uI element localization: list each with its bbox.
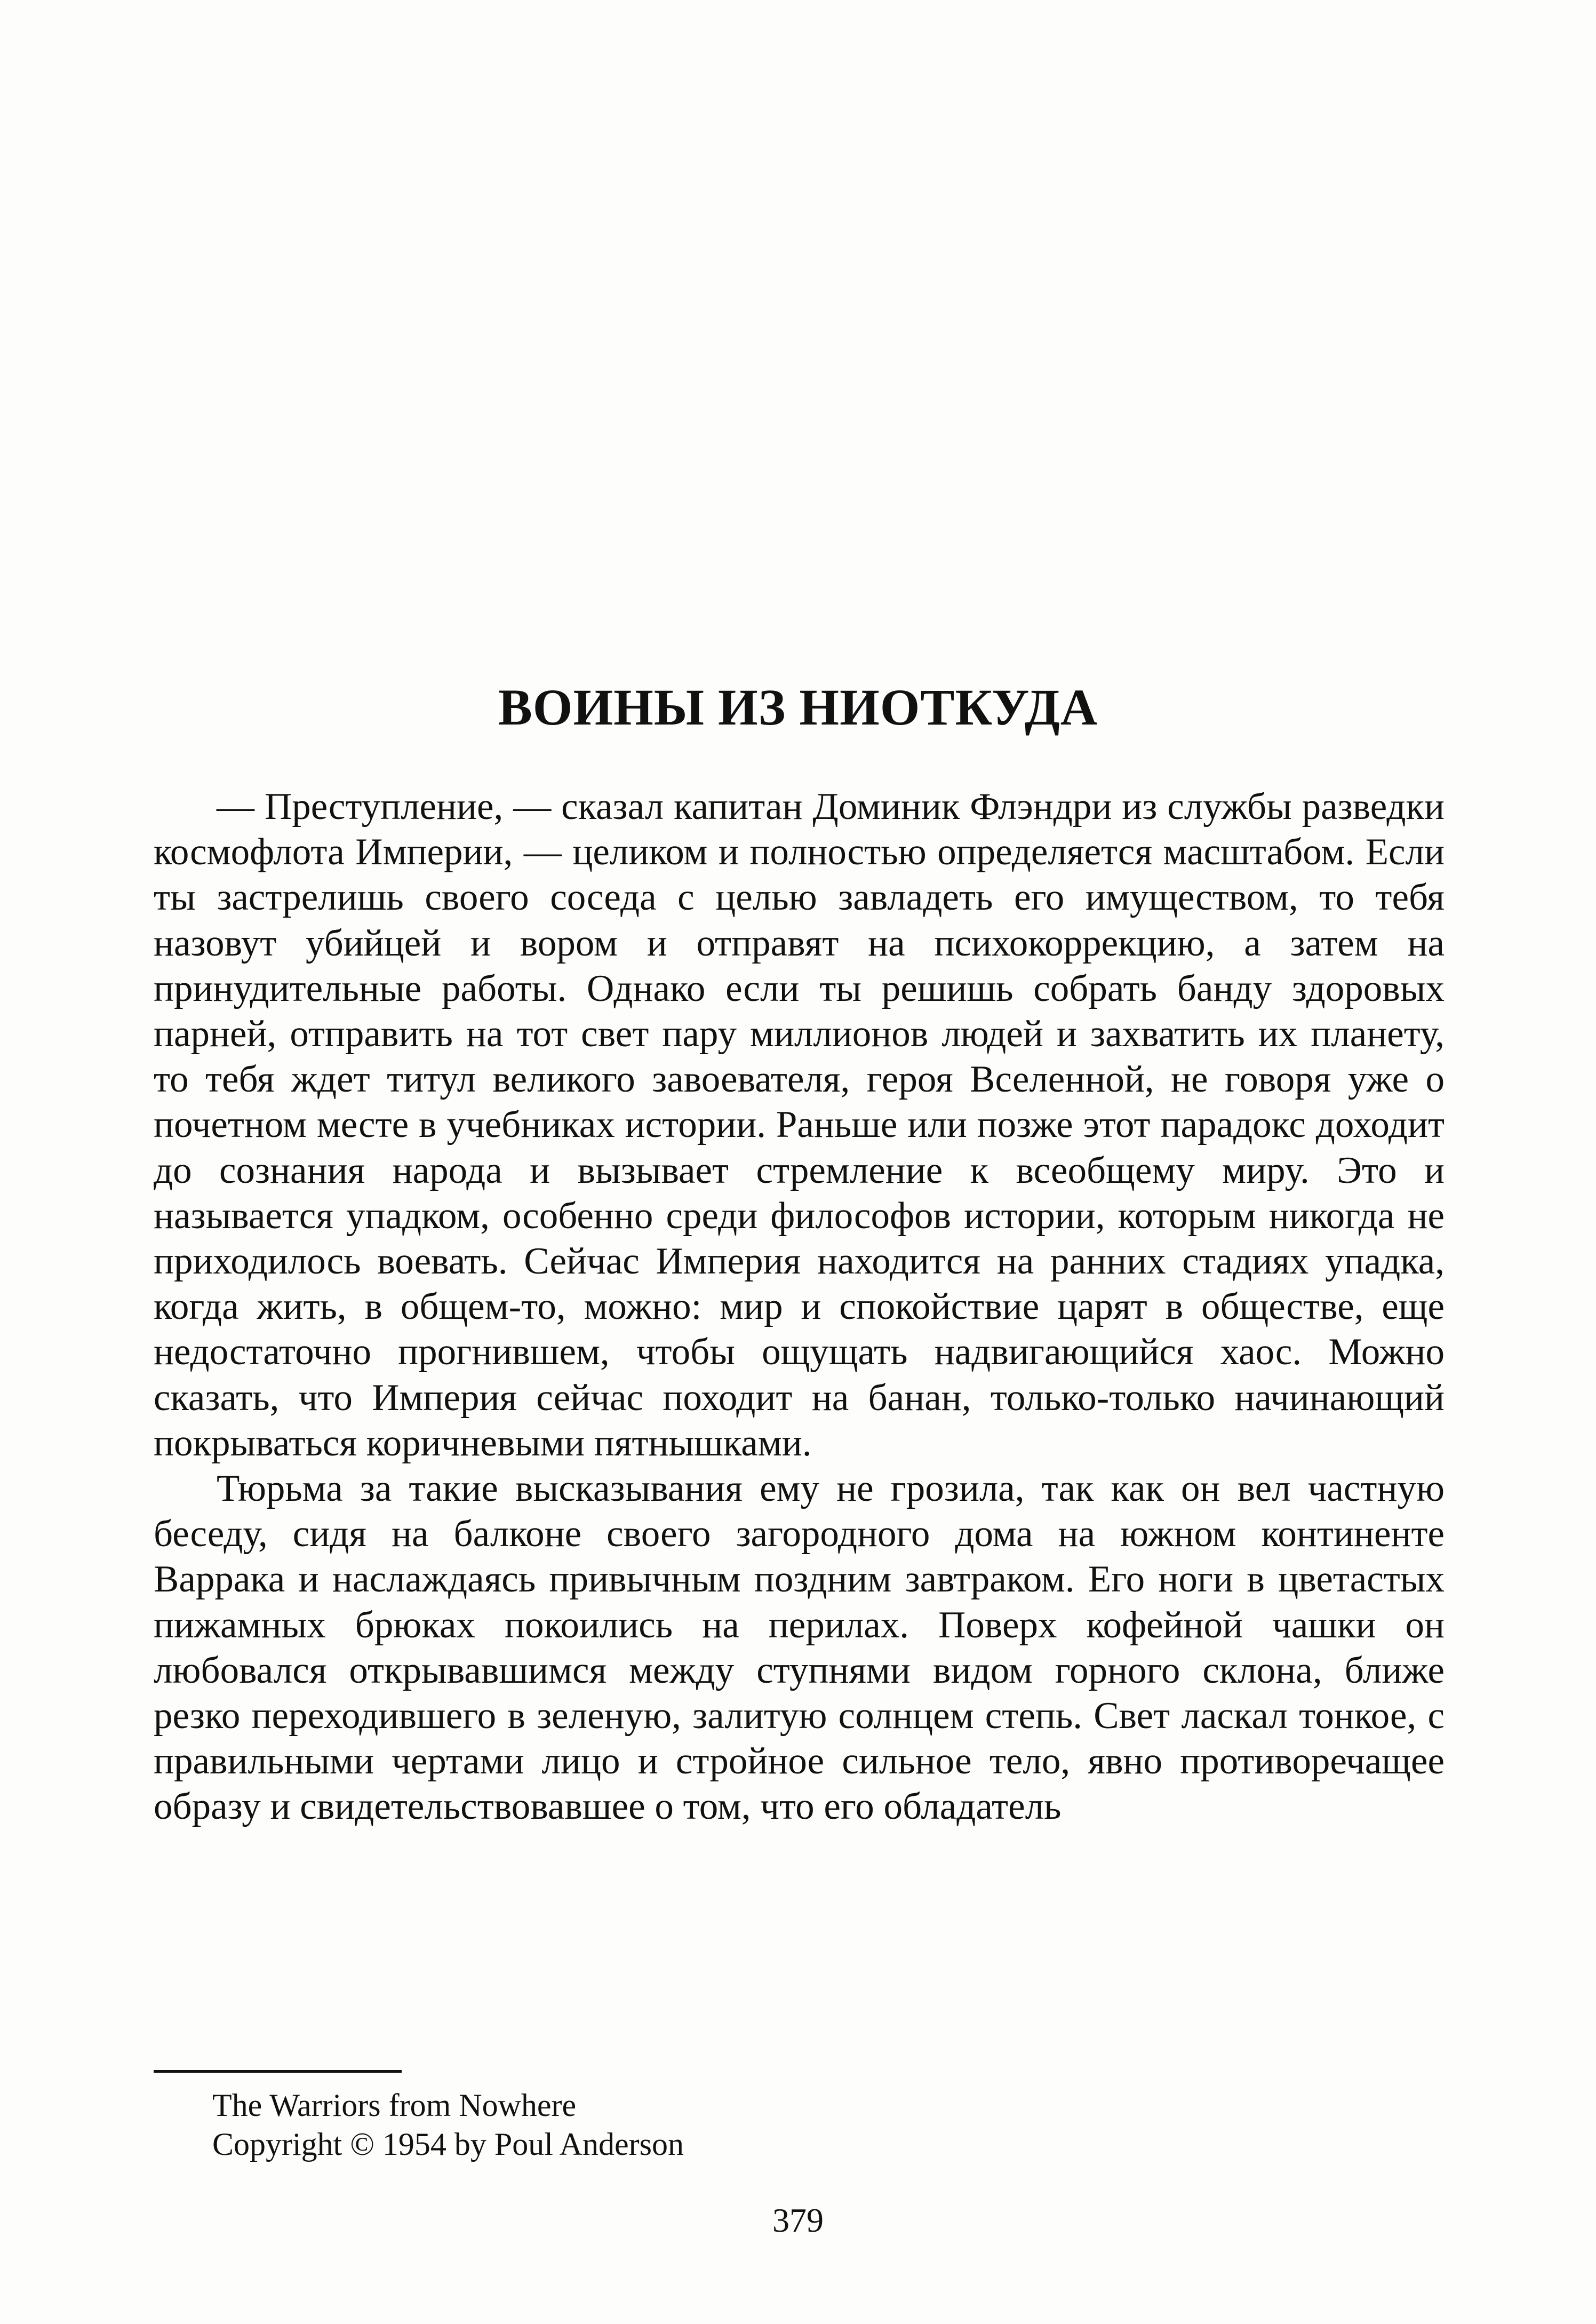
footnote-divider	[154, 2070, 402, 2073]
footnote-original-title: The Warriors from Nowhere	[212, 2088, 577, 2123]
footnote-copyright: Copyright © 1954 by Poul Anderson	[212, 2127, 684, 2162]
paragraph-1: — Преступление, — сказал капитан Доминик Флэндри из службы разведки космофлота Империи, — целиком и полностью определяется масштабом. Если ты застрелишь своего соседа с целью завладеть его имуществом, то тебя назовут убийцей и вором и отправят на психокоррекцию, а затем на принудительные работы. Однако если ты решишь собрать банду здоровых парней, отправить на тот свет пару миллионов людей и захватить их планету, то тебя ждет титул великого завоевателя, героя Вселенной, не говоря уже о почетном месте в учебниках истории. Раньше или позже этот парадокс доходит до сознания народа и вызывает стремление к всеобщему миру. Это и называется упадком, особенно среди философов истории, которым никогда не приходилось воевать. Сейчас Империя находится на ранних стадиях упадка, когда жить, в общем-то, можно: мир и спокойствие царят в обществе, еще недостаточно прогнившем, чтобы ощущать надвигающийся хаос. Можно сказать, что Империя сейчас походит на банан, только-только начинающий покрываться коричневыми пятнышками.	[154, 786, 1445, 1464]
footnote	[212, 2086, 684, 2164]
chapter-body	[154, 784, 1445, 1830]
chapter-title: ВОИНЫ ИЗ НИОТКУДА	[498, 679, 1098, 736]
page-number: 379	[772, 2201, 824, 2239]
paragraph-2: Тюрьма за такие высказывания ему не грозила, так как он вел частную беседу, сидя на балконе своего загородного дома на южном континенте Варрака и наслаждаясь привычным поздним завтраком. Его ноги в цветастых пижамных брюках покоились на перилах. Поверх кофейной чашки он любовался открывавшимся между ступнями видом горного склона, ближе резко переходившего в зеленую, залитую солнцем степь. Свет ласкал тонкое, с правильными чертами лицо и стройное сильное тело, явно противоречащее образу и свидетельствовавшее о том, что его обладатель	[154, 1468, 1445, 1828]
